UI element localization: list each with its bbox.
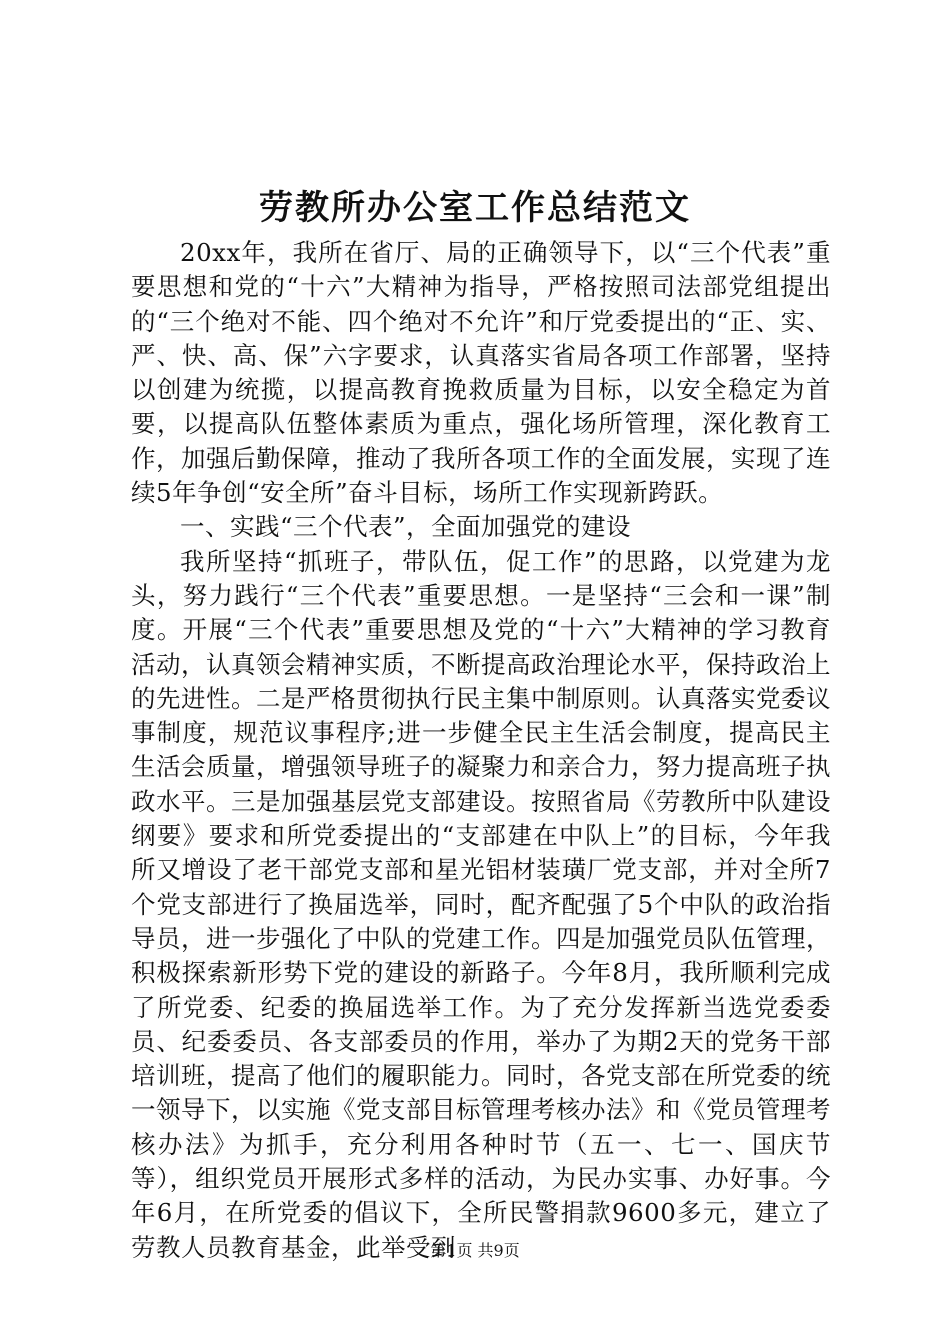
document-title: 劳教所办公室工作总结范文 [259,188,691,228]
section-heading-party-building: 一、实践“三个代表”，全面加强党的建设 [180,512,632,542]
page-number: 第1页 共9页 [430,1241,520,1260]
paragraph-party-building: 我所坚持“抓班子，带队伍，促工作”的思路，以党建为龙头，努力践行“三个代表”重要思想。一是坚持“三会和一课”制度。开展“三个代表”重要思想及党的“十六”大精神的学习教育活动，认真领会精神实质，不断提高政治理论水平，保持政治上的先进性。二是严格贯彻执行民主集中制原则。认真落实党委议事制度，规范议事程序;进一步健全民主生活会制度，提高民主生活会质量，增强领导班子的凝聚力和亲合力，努力提高班子执政水平。三是加强基层党支部建设。按照省局《劳教所中队建设纲要》要求和所党委提出的“支部建在中队上”的目标，今年我所又增设了老干部党支部和星光铝材装璜厂党支部，并对全所7个党支部进行了换届选举，同时，配齐配强了5个中队的政治指导员，进一步强化了中队的党建工作。四是加强党员队伍管理，积极探索新形势下党的建设的新路子。今年8月，我所顺利完成了所党委、纪委的换届选举工作。为了充分发挥新当选党委委员、纪委委员、各支部委员的作用，举办了为期2天的党务干部培训班，提高了他们的履职能力。同时，各党支部在所党委的统一领导下，以实施《党支部目标管理考核办法》和《党员管理考核办法》为抓手，充分利用各种时节（五一、七一、国庆节等），组织党员开展形式多样的活动，为民办实事、办好事。今年6月，在所党委的倡议下，全所民警捐款9600多元，建立了劳教人员教育基金，此举受到 [131,546,831,1262]
paragraph-intro: 20xx年，我所在省厅、局的正确领导下，以“三个代表”重要思想和党的“十六”大精神为指导，严格按照司法部党组提出的“三个绝对不能、四个绝对不允许”和厅党委提出的“正、实、严、快、高、保”六字要求，认真落实省局各项工作部署，坚持以创建为统揽，以提高教育挽救质量为目标，以安全稳定为首要，以提高队伍整体素质为重点，强化场所管理，深化教育工作，加强后勤保障，推动了我所各项工作的全面发展，实现了连续5年争创“安全所”奋斗目标，场所工作实现新跨跃。 [131,238,831,508]
document-body [131,236,831,1265]
